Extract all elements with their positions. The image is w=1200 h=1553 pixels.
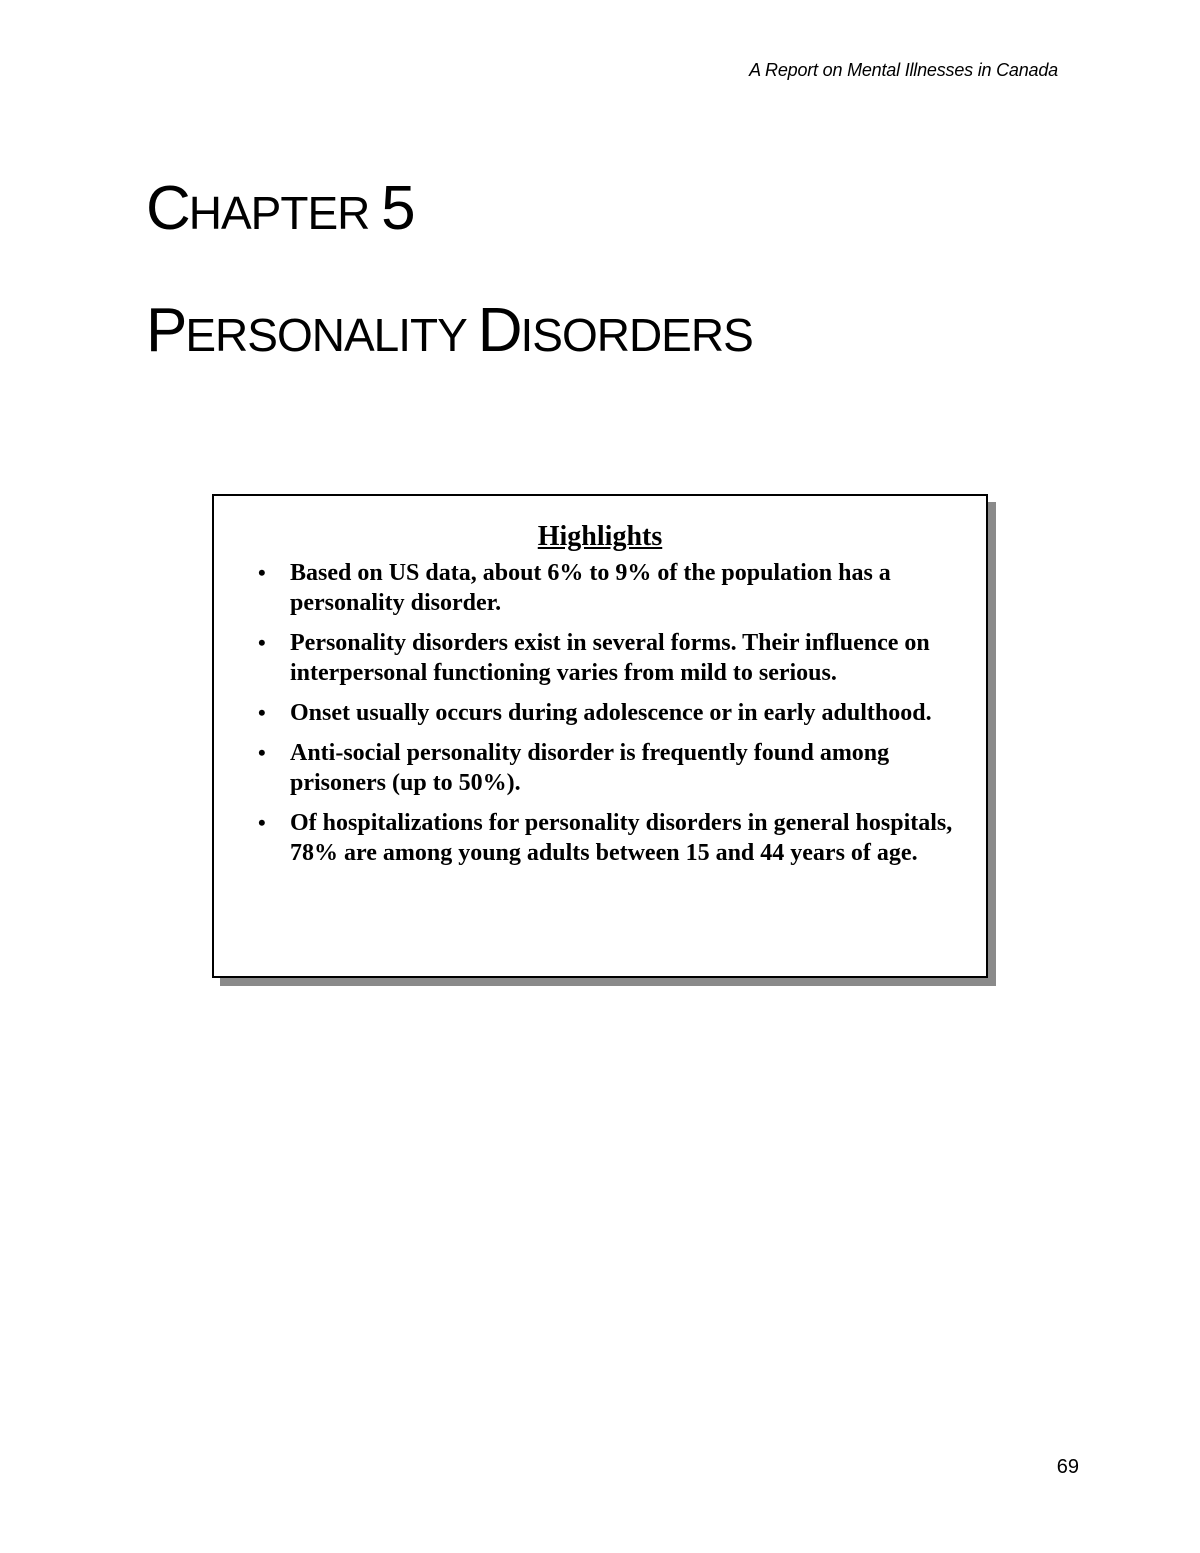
highlights-heading: Highlights bbox=[537, 521, 663, 552]
list-item bbox=[258, 738, 966, 798]
chapter-title-word1-initial: P bbox=[146, 296, 186, 365]
bullet-icon: • bbox=[258, 740, 266, 765]
list-item bbox=[258, 698, 966, 728]
highlights-list bbox=[214, 558, 986, 868]
highlights-box bbox=[212, 494, 988, 978]
list-item-text: Anti-social personality disorder is frequently found among prisoners (up to 50%). bbox=[290, 740, 890, 796]
chapter-title bbox=[146, 296, 753, 365]
list-item-text: Based on US data, about 6% to 9% of the population has a personality disorder. bbox=[290, 560, 891, 616]
bullet-icon: • bbox=[258, 560, 266, 585]
list-item bbox=[258, 808, 966, 868]
bullet-icon: • bbox=[258, 630, 266, 655]
list-item-text: Of hospitalizations for personality disorders in general hospitals, 78% are among young adults between 15 and 44 years of age. bbox=[290, 810, 953, 866]
chapter-label-initial: C bbox=[146, 174, 189, 243]
list-item bbox=[258, 628, 966, 688]
chapter-number: 5 bbox=[381, 174, 414, 243]
bullet-icon: • bbox=[258, 700, 266, 725]
chapter-title-word2-initial: D bbox=[477, 296, 521, 365]
chapter-label bbox=[146, 174, 414, 243]
chapter-label-rest: HAPTER bbox=[188, 187, 370, 239]
page-number: 69 bbox=[1056, 1456, 1079, 1478]
list-item-text: Onset usually occurs during adolescence or in early adulthood. bbox=[290, 700, 932, 726]
list-item bbox=[258, 558, 966, 618]
list-item-text: Personality disorders exist in several forms. Their influence on interpersonal functioning varies from mild to serious. bbox=[290, 630, 930, 686]
chapter-title-word1-rest: ERSONALITY bbox=[185, 309, 466, 361]
chapter-title-word2-rest: ISORDERS bbox=[520, 309, 753, 361]
running-header: A Report on Mental Illnesses in Canada bbox=[749, 60, 1058, 80]
bullet-icon: • bbox=[258, 810, 266, 835]
